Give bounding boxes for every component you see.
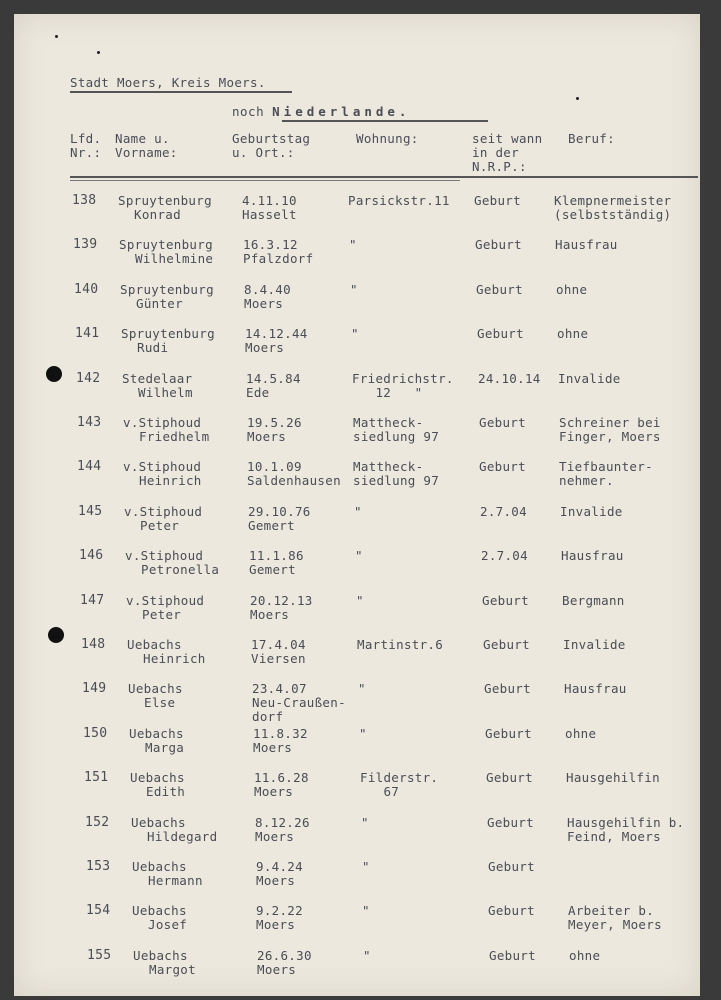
resident-since: 2.7.04	[481, 548, 528, 563]
col-header-name: Name u. Vorname:	[115, 131, 178, 160]
resident-since: Geburt	[479, 415, 526, 430]
resident-since: Geburt	[486, 770, 533, 785]
occupation: ohne	[569, 948, 601, 963]
resident-since: Geburt	[475, 237, 522, 252]
surname: Uebachs	[131, 815, 186, 830]
row-number: 142	[76, 371, 101, 386]
birth-place: Gemert	[249, 562, 296, 577]
surname: Uebachs	[128, 681, 183, 696]
occupation: Invalide	[558, 371, 621, 386]
row-number: 149	[82, 681, 107, 696]
birth-place: Moers	[256, 873, 296, 888]
birth-date: 11.8.32	[253, 726, 308, 741]
occupation: Hausfrau	[555, 237, 618, 252]
occupation: Hausfrau	[564, 681, 627, 696]
birth-date: 29.10.76	[248, 504, 311, 519]
address: "	[351, 326, 359, 341]
occupation: Hausgehilfin b. Feind, Moers	[567, 815, 685, 844]
birth-date: 9.2.22	[256, 903, 303, 918]
page-subtitle	[232, 105, 410, 119]
subtitle-prefix: noch	[232, 104, 265, 119]
address: Parsickstr.11	[348, 193, 450, 208]
occupation: Invalide	[560, 504, 623, 519]
address: "	[355, 548, 363, 563]
birth-place: Moers	[247, 429, 287, 444]
resident-since: Geburt	[488, 859, 535, 874]
address: "	[356, 593, 364, 608]
birth-place: Pfalzdorf	[243, 251, 314, 266]
speck	[97, 51, 100, 54]
address: "	[362, 903, 370, 918]
birth-place: Gemert	[248, 518, 295, 533]
row-number: 138	[72, 193, 97, 208]
birth-date: 11.6.28	[254, 770, 309, 785]
address: "	[350, 282, 358, 297]
address: Mattheck- siedlung 97	[353, 415, 440, 444]
punch-hole	[46, 366, 62, 382]
birth-place: Moers	[244, 296, 284, 311]
row-number: 143	[77, 415, 102, 430]
address: "	[362, 859, 370, 874]
surname: Spruytenburg	[121, 326, 215, 341]
birth-place: Neu-Craußen- dorf	[252, 695, 346, 724]
birth-date: 4.11.10	[242, 193, 297, 208]
occupation: ohne	[565, 726, 597, 741]
col-header-job: Beruf:	[568, 131, 615, 146]
document-sheet	[14, 14, 700, 996]
surname: Uebachs	[129, 726, 184, 741]
surname: v.Stiphoud	[125, 548, 204, 563]
birth-date: 26.6.30	[257, 948, 312, 963]
birth-date: 10.1.09	[247, 459, 302, 474]
resident-since: 24.10.14	[478, 371, 541, 386]
occupation: Hausgehilfin	[566, 770, 660, 785]
resident-since: Geburt	[476, 282, 523, 297]
first-name: Marga	[145, 740, 185, 755]
birth-date: 9.4.24	[256, 859, 303, 874]
resident-since: Geburt	[488, 903, 535, 918]
resident-since: Geburt	[489, 948, 536, 963]
col-header-since: seit wann in der N.R.P.:	[472, 131, 543, 174]
row-number: 152	[85, 815, 110, 830]
resident-since: Geburt	[485, 726, 532, 741]
row-number: 147	[80, 593, 105, 608]
row-number: 139	[73, 237, 98, 252]
address: Martinstr.6	[357, 637, 444, 652]
occupation: ohne	[556, 282, 588, 297]
occupation: Arbeiter b. Meyer, Moers	[568, 903, 662, 932]
header-rule-lower	[70, 180, 460, 181]
address: "	[354, 504, 362, 519]
resident-since: Geburt	[474, 193, 521, 208]
title-underline	[70, 91, 292, 93]
first-name: Edith	[146, 784, 186, 799]
col-header-nr: Lfd. Nr.:	[70, 131, 102, 160]
address: Friedrichstr. 12 "	[352, 371, 454, 400]
address: "	[359, 726, 367, 741]
row-number: 140	[74, 282, 99, 297]
resident-since: Geburt	[477, 326, 524, 341]
resident-since: Geburt	[484, 681, 531, 696]
birth-place: Hasselt	[242, 207, 297, 222]
first-name: Wilhelm	[138, 385, 193, 400]
occupation: Bergmann	[562, 593, 625, 608]
birth-date: 8.4.40	[244, 282, 291, 297]
surname: Stedelaar	[122, 371, 193, 386]
col-header-birth: Geburtstag u. Ort.:	[232, 131, 311, 160]
birth-place: Ede	[246, 385, 270, 400]
first-name: Wilhelmine	[135, 251, 214, 266]
occupation: Schreiner bei Finger, Moers	[559, 415, 661, 444]
resident-since: Geburt	[483, 637, 530, 652]
occupation: Invalide	[563, 637, 626, 652]
row-number: 155	[87, 948, 112, 963]
surname: v.Stiphoud	[126, 593, 205, 608]
address: Mattheck- siedlung 97	[353, 459, 440, 488]
punch-hole	[48, 627, 64, 643]
surname: Spruytenburg	[119, 237, 213, 252]
row-number: 153	[86, 859, 111, 874]
resident-since: Geburt	[487, 815, 534, 830]
birth-date: 11.1.86	[249, 548, 304, 563]
surname: Spruytenburg	[120, 282, 214, 297]
birth-place: Moers	[256, 917, 296, 932]
first-name: Günter	[136, 296, 183, 311]
surname: Uebachs	[130, 770, 185, 785]
birth-place: Moers	[250, 607, 290, 622]
birth-place: Moers	[253, 740, 293, 755]
page-title: Stadt Moers, Kreis Moers.	[70, 75, 266, 90]
resident-since: Geburt	[482, 593, 529, 608]
birth-date: 20.12.13	[250, 593, 313, 608]
surname: v.Stiphoud	[123, 415, 202, 430]
row-number: 148	[81, 637, 106, 652]
birth-place: Viersen	[251, 651, 306, 666]
row-number: 144	[77, 459, 102, 474]
address: "	[361, 815, 369, 830]
address: "	[349, 237, 357, 252]
row-number: 154	[86, 903, 111, 918]
surname: Uebachs	[133, 948, 188, 963]
occupation: Klempnermeister (selbstständig)	[554, 193, 672, 222]
speck	[55, 35, 58, 38]
first-name: Else	[144, 695, 176, 710]
first-name: Hermann	[148, 873, 203, 888]
speck	[576, 97, 579, 100]
birth-place: Moers	[245, 340, 285, 355]
surname: Uebachs	[132, 903, 187, 918]
row-number: 141	[75, 326, 100, 341]
first-name: Konrad	[134, 207, 181, 222]
surname: Uebachs	[127, 637, 182, 652]
resident-since: 2.7.04	[480, 504, 527, 519]
first-name: Margot	[149, 962, 196, 977]
first-name: Josef	[148, 917, 188, 932]
birth-date: 16.3.12	[243, 237, 298, 252]
col-header-address: Wohnung:	[356, 131, 419, 146]
address: "	[363, 948, 371, 963]
surname: Uebachs	[132, 859, 187, 874]
address: "	[358, 681, 366, 696]
surname: v.Stiphoud	[123, 459, 202, 474]
first-name: Peter	[142, 607, 182, 622]
row-number: 146	[79, 548, 104, 563]
occupation: Tiefbaunter- nehmer.	[559, 459, 653, 488]
header-rule	[70, 176, 698, 178]
row-number: 151	[84, 770, 109, 785]
surname: v.Stiphoud	[124, 504, 203, 519]
birth-date: 19.5.26	[247, 415, 302, 430]
birth-place: Moers	[254, 784, 294, 799]
occupation: Hausfrau	[561, 548, 624, 563]
address: Filderstr. 67	[360, 770, 439, 799]
surname: Spruytenburg	[118, 193, 212, 208]
first-name: Petronella	[141, 562, 220, 577]
first-name: Rudi	[137, 340, 169, 355]
first-name: Peter	[140, 518, 180, 533]
birth-place: Moers	[257, 962, 297, 977]
row-number: 150	[83, 726, 108, 741]
birth-place: Saldenhausen	[247, 473, 341, 488]
resident-since: Geburt	[479, 459, 526, 474]
occupation: ohne	[557, 326, 589, 341]
subtitle-main: Niederlande.	[272, 104, 411, 119]
birth-date: 23.4.07	[252, 681, 307, 696]
birth-date: 8.12.26	[255, 815, 310, 830]
subtitle-underline	[282, 120, 488, 122]
first-name: Heinrich	[143, 651, 206, 666]
birth-date: 14.12.44	[245, 326, 308, 341]
first-name: Heinrich	[139, 473, 202, 488]
birth-date: 14.5.84	[246, 371, 301, 386]
first-name: Hildegard	[147, 829, 218, 844]
row-number: 145	[78, 504, 103, 519]
birth-place: Moers	[255, 829, 295, 844]
first-name: Friedhelm	[139, 429, 210, 444]
birth-date: 17.4.04	[251, 637, 306, 652]
